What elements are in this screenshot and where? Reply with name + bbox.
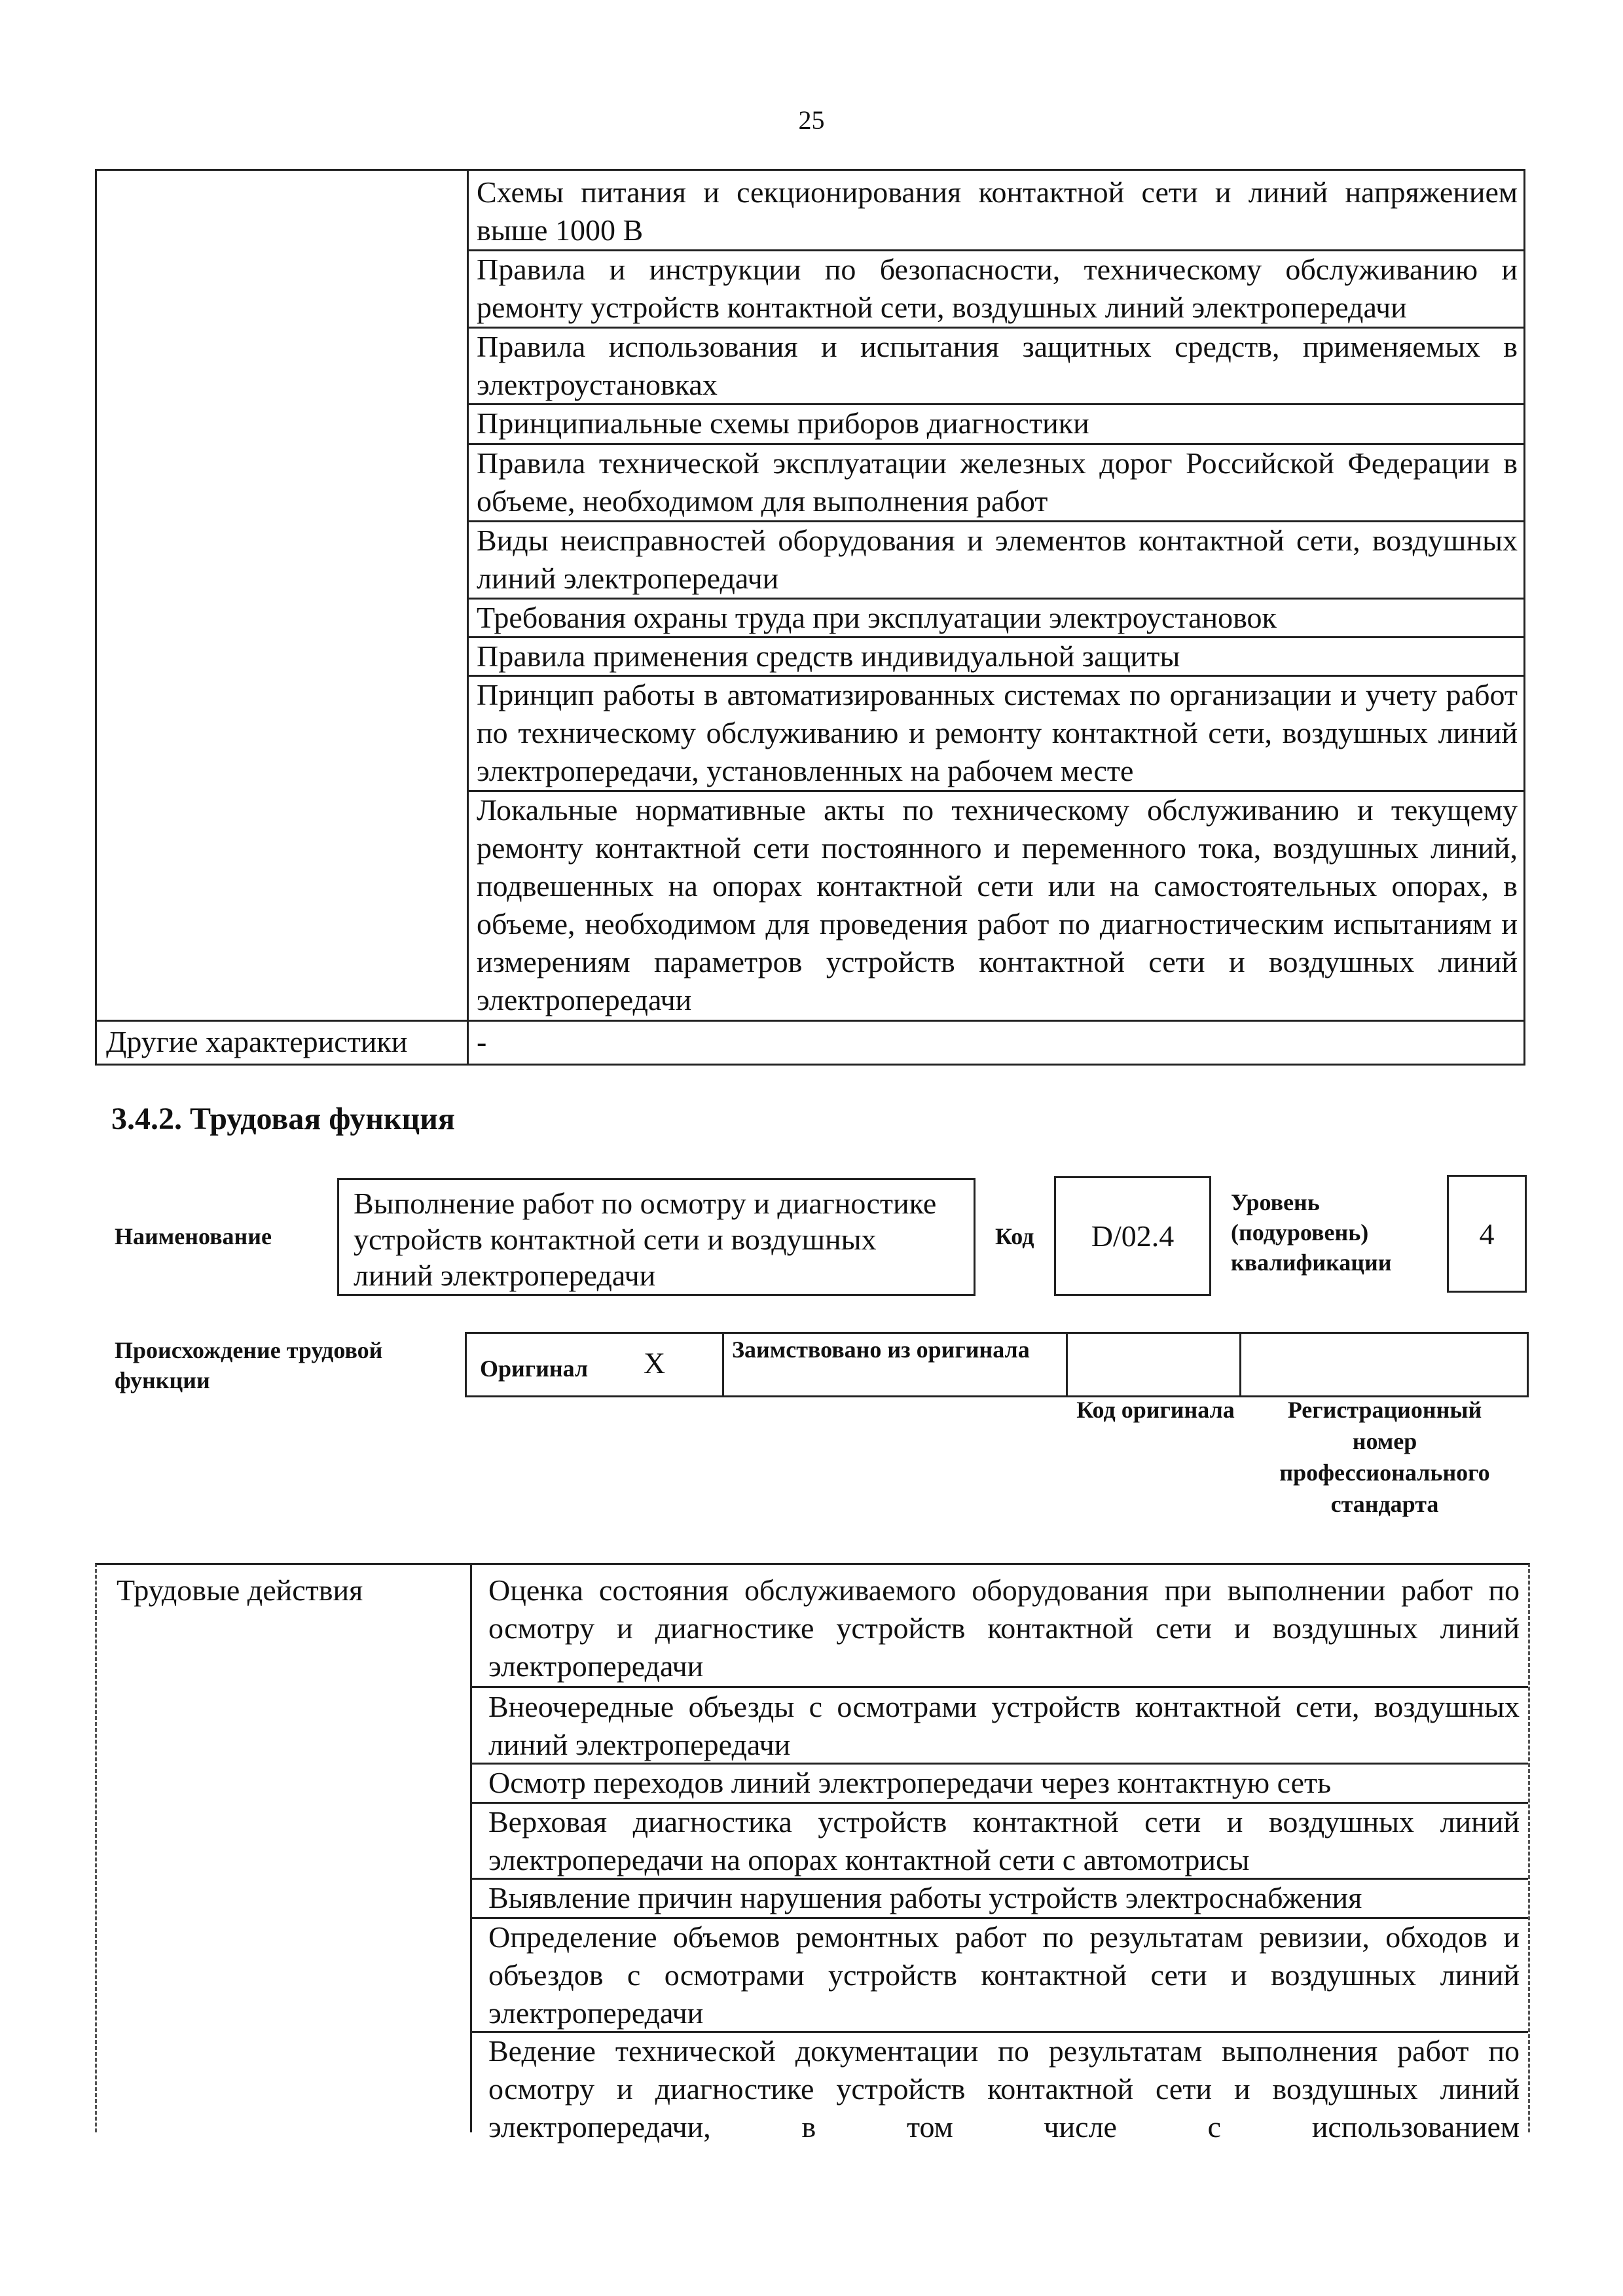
original-label: Оригинал [480, 1355, 589, 1382]
knowledge-row: Схемы питания и секционирования контактной сети и линий напряжением выше 1000 В [477, 175, 1518, 247]
origin-divider [1066, 1334, 1068, 1395]
labor-action-row: Осмотр переходов линий электропередачи через контактную сеть [488, 1766, 1332, 1799]
function-code-box: D/02.4 [1054, 1176, 1211, 1296]
borrowed-label: Заимствовано из оригинала [732, 1336, 1030, 1363]
labor-action-row: Ведение технической документации по результатам выполнения работ по осмотру и диагностике устройств контактной сети и воздушных линий электропередачи, в том числе с использованием [488, 2034, 1520, 2144]
origin-table [465, 1332, 1529, 1397]
column-divider [467, 171, 469, 1064]
knowledge-row: Локальные нормативные акты по техническому обслуживанию и текущему ремонту контактной сети постоянного и переменного тока, воздушных линий, подвешенных на опорах контактной сети или на самостоятельных опорах, в объеме, необходимом для проведения работ по диагностическим испытаниям и измерениям параметров устройств контактной сети и воздушных линий электропередачи [477, 793, 1518, 1016]
original-mark: X [644, 1346, 666, 1380]
labor-action-row: Выявление причин нарушения работы устройств электроснабжения [488, 1881, 1362, 1914]
function-name-box: Выполнение работ по осмотру и диагностике устройств контактной сети и воздушных линий электропередачи [337, 1178, 976, 1296]
labor-actions-table [95, 1563, 1530, 2144]
caption-code: Код оригинала [1076, 1397, 1235, 1423]
other-characteristics-value: - [477, 1025, 487, 1058]
labor-actions-label: Трудовые действия [117, 1573, 363, 1607]
knowledge-row: Правила технической эксплуатации железных дорог Российской Федерации в объеме, необходимом для выполнения работ [477, 446, 1518, 518]
origin-divider [1239, 1334, 1241, 1395]
column-divider [470, 1565, 472, 2132]
knowledge-row: Требования охраны труда при эксплуатации электроустановок [477, 601, 1277, 634]
level-label: Уровень (подуровень) квалификации [1231, 1189, 1392, 1276]
section-title: 3.4.2. Трудовая функция [111, 1102, 455, 1136]
function-level-box: 4 [1447, 1175, 1527, 1293]
origin-label: Происхождение трудовой функции [115, 1337, 383, 1393]
knowledge-table [95, 169, 1525, 1066]
code-label: Код [995, 1223, 1034, 1249]
labor-action-row: Оценка состояния обслуживаемого оборудования при выполнении работ по осмотру и диагностике устройств контактной сети и воздушных линий электропередачи [488, 1573, 1520, 1683]
knowledge-row: Принцип работы в автоматизированных системах по организации и учету работ по техническому обслуживанию и ремонту контактной сети, воздушных линий электропередачи, установленных на рабочем месте [477, 678, 1518, 787]
page-number: 25 [798, 105, 825, 135]
labor-action-row: Определение объемов ремонтных работ по результатам ревизии, обходов и объездов с осмотрами устройств контактной сети и воздушных линий электропередачи [488, 1920, 1520, 2030]
knowledge-row: Принципиальные схемы приборов диагностики [477, 406, 1089, 440]
knowledge-row: Виды неисправностей оборудования и элементов контактной сети, воздушных линий электропередачи [477, 524, 1518, 595]
other-characteristics-label: Другие характеристики [106, 1025, 408, 1058]
knowledge-row: Правила и инструкции по безопасности, техническому обслуживанию и ремонту устройств контактной сети, воздушных линий электропередачи [477, 253, 1518, 324]
name-label: Наименование [115, 1223, 272, 1249]
knowledge-row: Правила применения средств индивидуальной защиты [477, 639, 1180, 673]
origin-divider [722, 1334, 724, 1395]
labor-action-row: Внеочередные объезды с осмотрами устройств контактной сети, воздушных линий электропередачи [488, 1690, 1520, 1761]
caption-reg: Регистрационный номер профессионального стандарта [1279, 1397, 1490, 1517]
labor-action-row: Верховая диагностика устройств контактной сети и воздушных линий электропередачи на опорах контактной сети с автомотрисы [488, 1805, 1520, 1876]
knowledge-row: Правила использования и испытания защитных средств, применяемых в электроустановках [477, 330, 1518, 401]
